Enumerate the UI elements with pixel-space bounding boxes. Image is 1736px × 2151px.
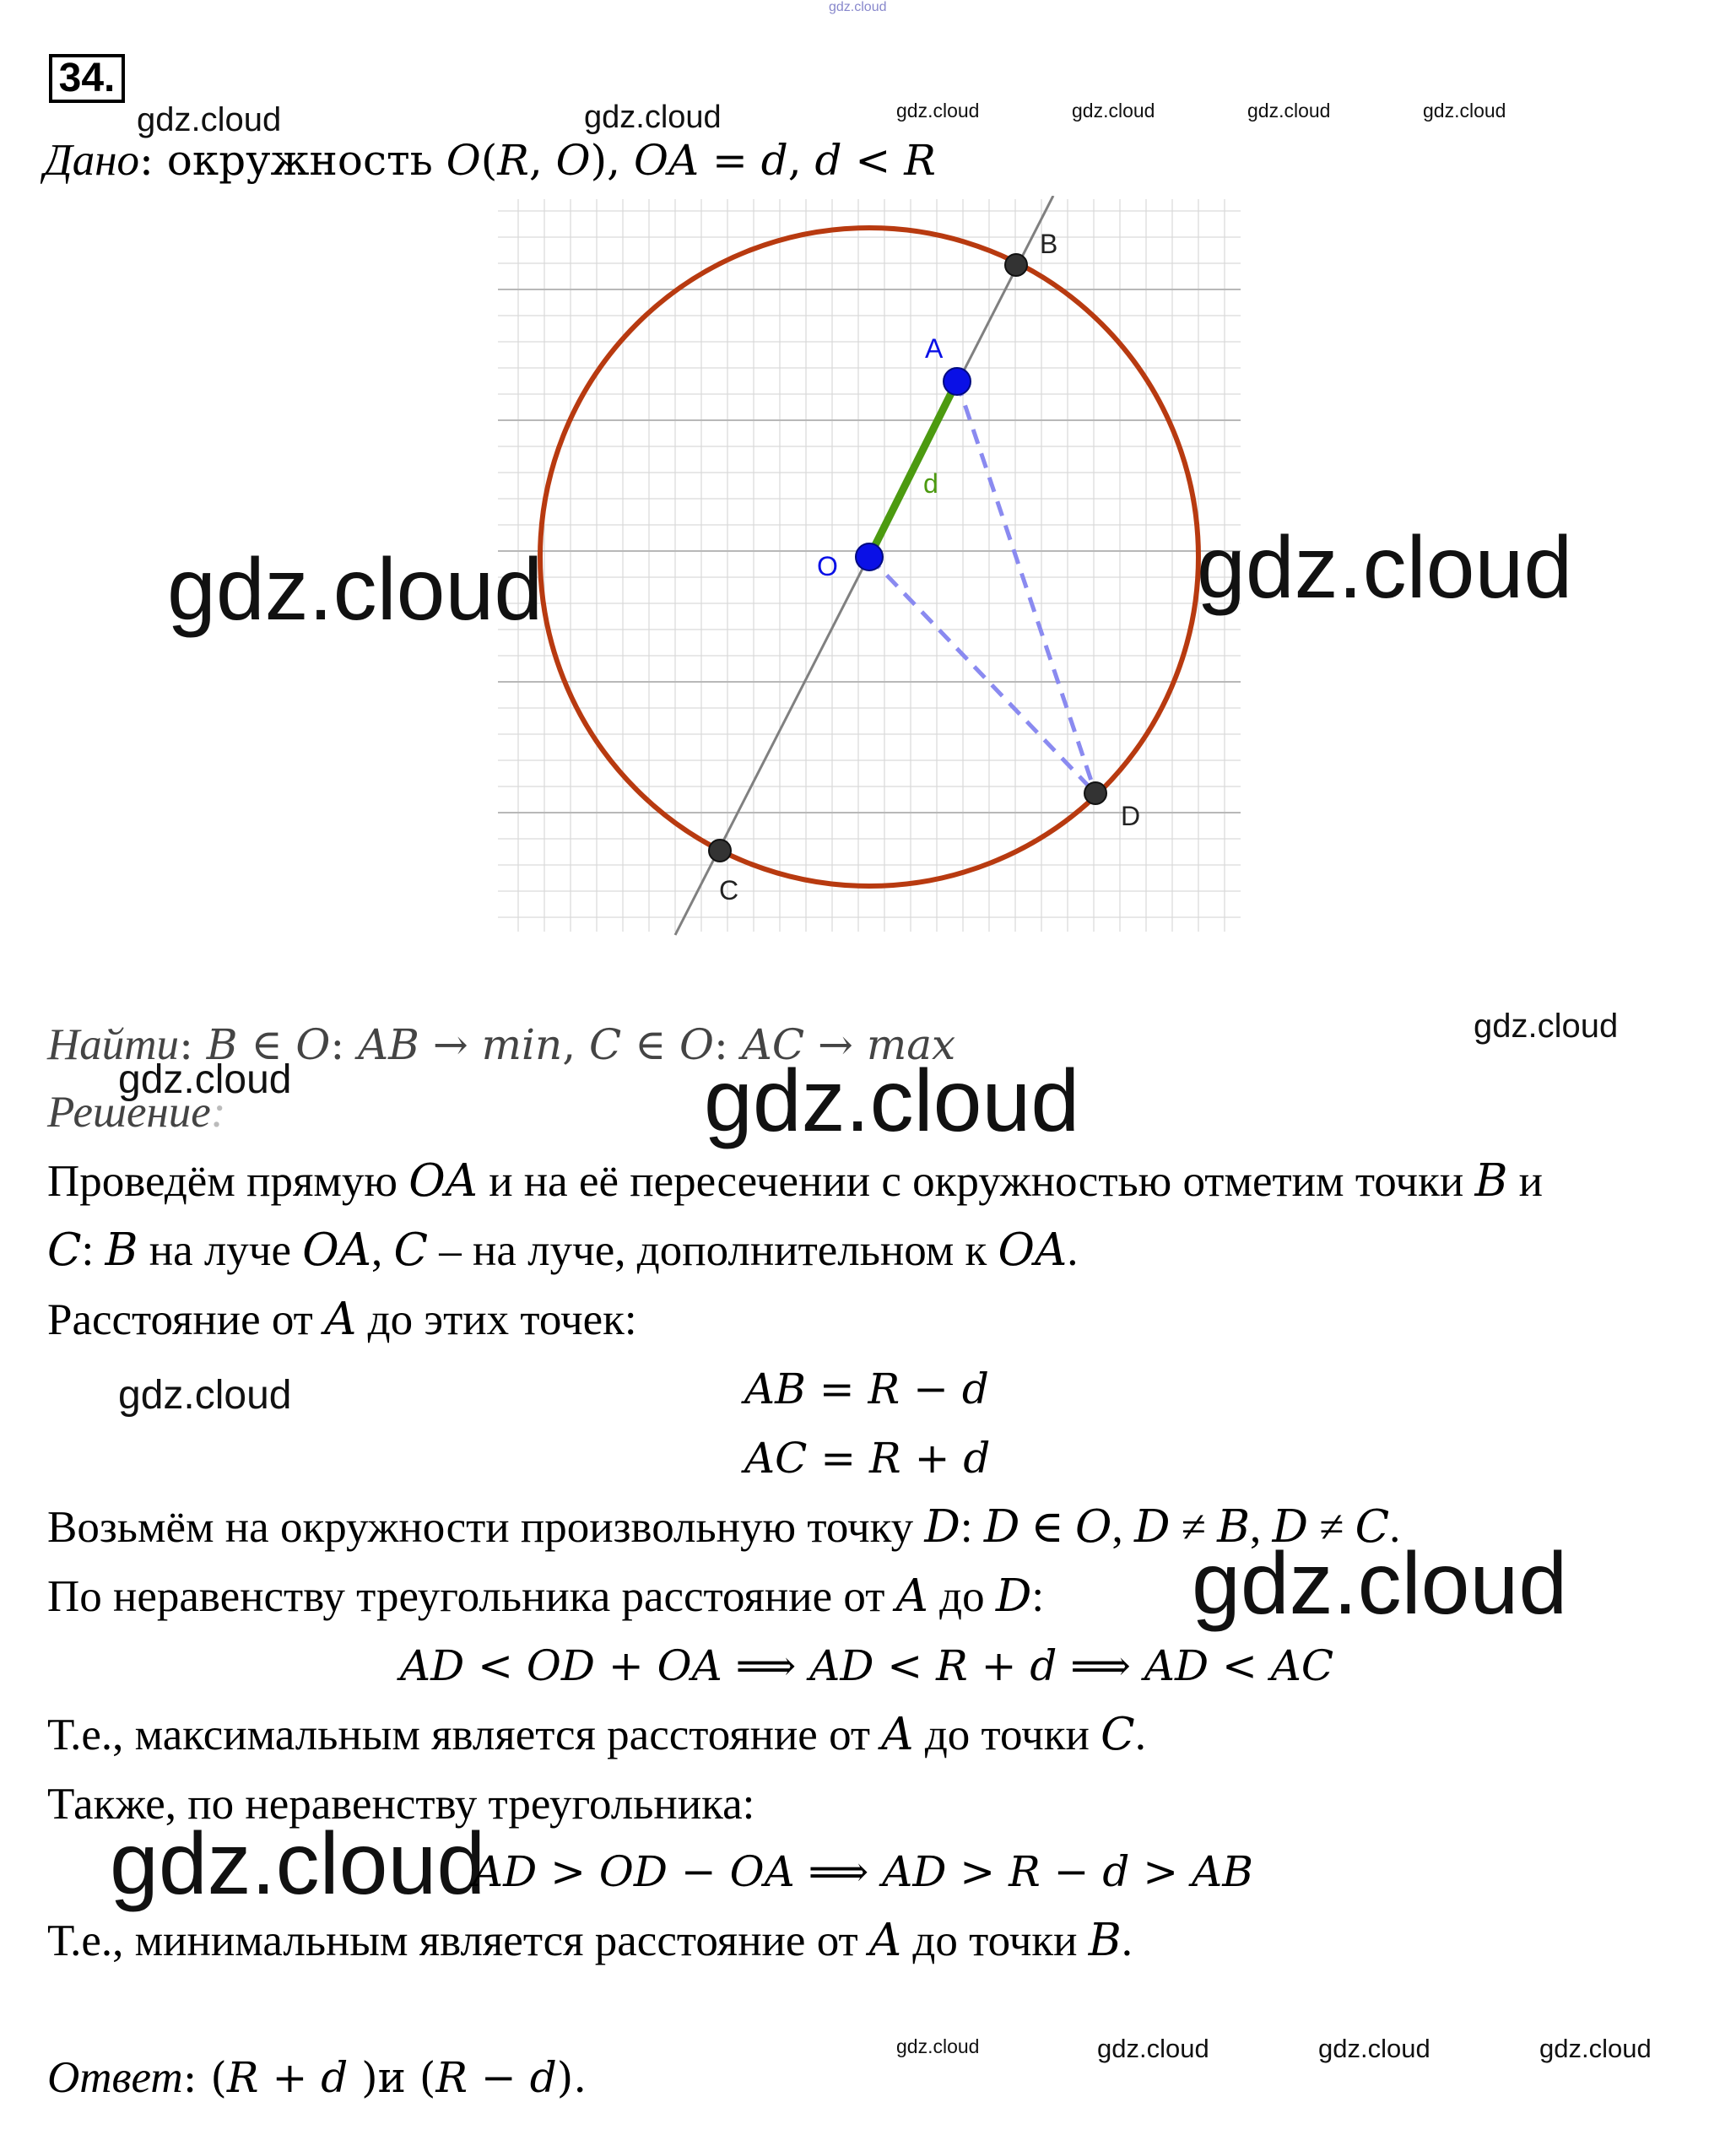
solution-label-line xyxy=(47,1087,226,1138)
watermark: gdz.cloud xyxy=(1474,1008,1619,1045)
watermark: gdz.cloud xyxy=(1072,100,1155,122)
solution-p2: 𝐶: 𝐵 на луче 𝑂𝐴, 𝐶 – на луче, дополнительном к 𝑂𝐴. xyxy=(47,1226,1079,1275)
find-label: Найти xyxy=(47,1020,180,1069)
solution-p6: Т.е., максимальным является расстояние от 𝐴 до точки 𝐶. xyxy=(47,1711,1146,1759)
geometry-svg xyxy=(489,196,1249,938)
solution-p7: Также, по неравенству треугольника: xyxy=(47,1780,755,1829)
answer-text: : (𝑅 + 𝑑 )и (𝑅 − 𝑑). xyxy=(182,2053,587,2102)
watermark: gdz.cloud xyxy=(118,1373,292,1418)
watermark: gdz.cloud xyxy=(118,1057,292,1102)
watermark: gdz.cloud xyxy=(1539,2034,1652,2063)
label-B: B xyxy=(1040,229,1058,259)
watermark: gdz.cloud xyxy=(1197,519,1573,617)
watermark: gdz.cloud xyxy=(1318,2034,1430,2063)
watermark: gdz.cloud xyxy=(1192,1535,1568,1633)
given-text: : окружность 𝑂(𝑅, 𝑂), 𝑂𝐴 = 𝑑, 𝑑 < 𝑅 xyxy=(139,136,936,185)
given-label: Дано xyxy=(44,136,140,185)
point-C xyxy=(709,840,731,862)
segment-AD-dashed xyxy=(957,381,1095,793)
watermark: gdz.cloud xyxy=(1247,100,1331,122)
label-C: C xyxy=(719,875,739,905)
label-O: O xyxy=(817,551,838,581)
answer-line xyxy=(47,2052,587,2103)
geometry-figure xyxy=(489,196,1249,943)
given-line xyxy=(44,135,936,186)
point-O xyxy=(856,543,883,570)
label-d: d xyxy=(923,468,938,499)
find-text: : 𝐵 ∈ 𝑂: 𝐴𝐵 → 𝑚𝑖𝑛, 𝐶 ∈ 𝑂: 𝐴𝐶 → 𝑚𝑎𝑥 xyxy=(179,1020,956,1069)
watermark-top: gdz.cloud xyxy=(829,0,887,14)
point-B xyxy=(1005,254,1027,276)
watermark: gdz.cloud xyxy=(137,101,282,138)
label-A: A xyxy=(925,333,944,364)
segment-OD-dashed xyxy=(869,557,1095,793)
solution-p8: Т.е., минимальным является расстояние от 𝐴 до точки 𝐵. xyxy=(47,1916,1133,1965)
point-A xyxy=(944,368,971,395)
equation-AC: 𝐴𝐶 = 𝑅 + 𝑑 xyxy=(744,1434,991,1483)
solution-p5: По неравенству треугольника расстояние от 𝐴 до 𝐷: xyxy=(47,1572,1045,1621)
watermark: gdz.cloud xyxy=(896,2035,980,2057)
watermark: gdz.cloud xyxy=(110,1815,486,1913)
problem-number: 34. xyxy=(49,54,125,103)
solution-p4: Возьмём на окружности произвольную точку 𝐷: 𝐷 ∈ 𝑂, 𝐷 ≠ 𝐵, 𝐷 ≠ 𝐶. xyxy=(47,1503,1401,1552)
watermark: gdz.cloud xyxy=(896,100,980,122)
watermark: gdz.cloud xyxy=(1423,100,1506,122)
watermark: gdz.cloud xyxy=(1097,2034,1209,2063)
answer-label: Ответ xyxy=(47,2053,183,2102)
equation-min: 𝐴𝐷 > 𝑂𝐷 − 𝑂𝐴 ⟹ 𝐴𝐷 > 𝑅 − 𝑑 > 𝐴𝐵 xyxy=(473,1847,1253,1896)
solution-p1: Проведём прямую 𝑂𝐴 и на её пересечении с окружностью отметим точки 𝐵 и xyxy=(47,1157,1544,1206)
label-D: D xyxy=(1121,801,1141,831)
point-D xyxy=(1084,782,1106,804)
solution-p3: Расстояние от 𝐴 до этих точек: xyxy=(47,1295,637,1344)
watermark: gdz.cloud xyxy=(167,541,544,639)
segment-OA xyxy=(869,381,957,557)
solution-label-suffix: : xyxy=(210,1088,226,1137)
watermark: gdz.cloud xyxy=(584,100,722,135)
equation-max: 𝐴𝐷 < 𝑂𝐷 + 𝑂𝐴 ⟹ 𝐴𝐷 < 𝑅 + 𝑑 ⟹ 𝐴𝐷 < 𝐴𝐶 xyxy=(400,1641,1334,1690)
solution-label: Решение xyxy=(47,1088,211,1137)
equation-AB: 𝐴𝐵 = 𝑅 − 𝑑 xyxy=(744,1365,989,1413)
watermark: gdz.cloud xyxy=(704,1052,1080,1150)
